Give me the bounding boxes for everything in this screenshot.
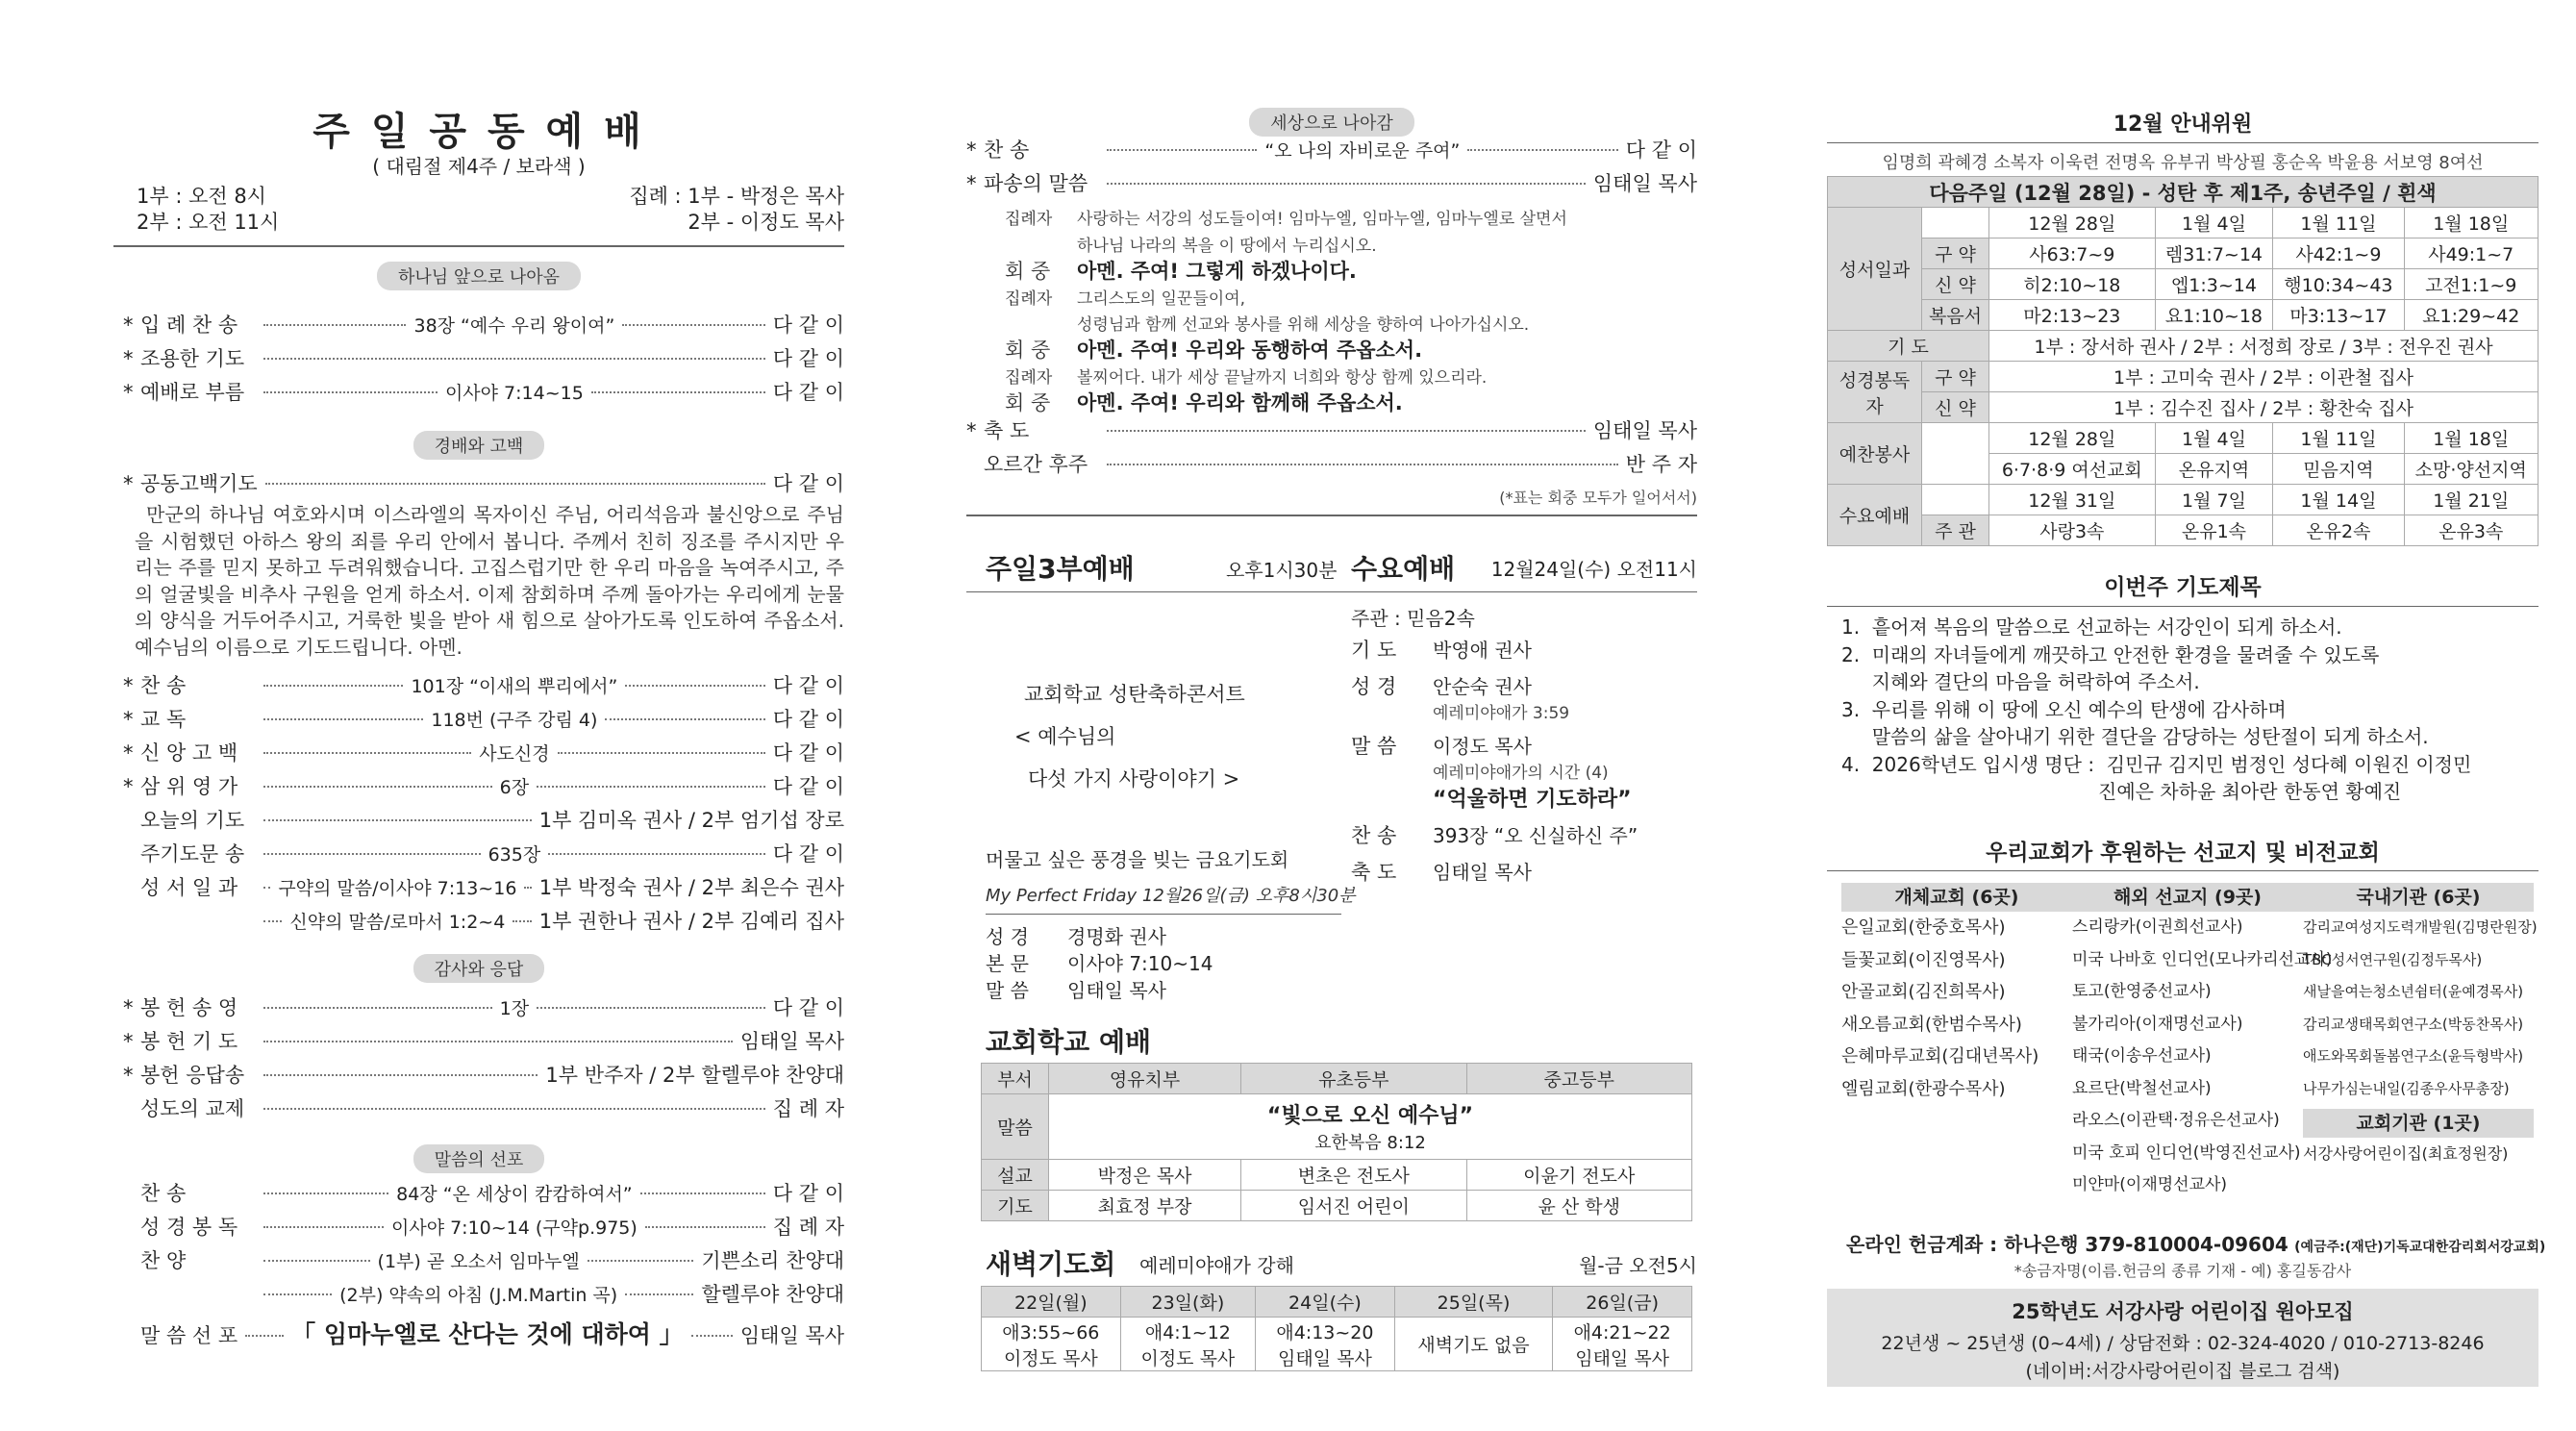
committee-title: 12월 안내위원 [2113, 113, 2253, 137]
divider [966, 591, 1697, 592]
mission-entry: 요르단(박철선교사) [2072, 1078, 2212, 1098]
mission-entry: 미국 호피 인디언(박영진선교사) [2072, 1142, 2301, 1163]
section-header: 말씀의 선포 [413, 1144, 545, 1173]
friday-item: 말 씀 임태일 목사 [986, 979, 1166, 1002]
sending-line: 회 중 아멘. 주여! 그렇게 하겠나이다. [1005, 259, 1357, 283]
friday-item: 성 경 경명화 권사 [986, 925, 1166, 948]
bank-note: *송금자명(이름.헌금의 종류 기재 - 예) 홍길동감사 [2013, 1262, 2352, 1280]
wednesday-item: 말 씀 이정도 목사 예레미야애가의 시간 (4) “억울하면 기도하라” [1351, 735, 1632, 812]
wednesday-time: 12월24일(수) 오전11시 [1490, 558, 1697, 581]
friday-subtitle: My Perfect Friday 12월26일(금) 오후8시30분 [986, 886, 1356, 906]
divider [986, 914, 1341, 915]
page-title: 주 일 공 동 예 배 [313, 110, 645, 154]
committee-names: 임명희 곽혜경 소복자 이욱련 전명옥 유부귀 박상필 홍순옥 박윤용 서보영 8여선 [1882, 153, 2484, 173]
worship-order-column [113, 0, 844, 1431]
divider [1827, 870, 2538, 871]
mission-entry: 감리교생태목회연구소(박동찬목사) [2303, 1015, 2524, 1033]
sending-line: 집례자 볼찌어다. 내가 세상 끝날까지 너희와 항상 함께 있으리라. [1005, 368, 1488, 389]
sending-line: 집례자 그리스도의 일꾼들이여, [1005, 289, 1246, 309]
sending-line: 집례자 사랑하는 서강의 성도들이여! 임마누엘, 임마누엘, 임마누엘로 살면서 [1005, 210, 1567, 230]
section-header: 감사와 응답 [413, 954, 545, 983]
concert-handwritten: 교회학교 성탄축하콘서트 < 예수님의 다섯 가지 사랑이야기 > [1014, 683, 1245, 791]
wednesday-item: 기 도 박영애 권사 [1351, 639, 1532, 662]
friday-title: 머물고 싶은 풍경을 빚는 금요기도회 [986, 848, 1289, 871]
dawn-table: 22일(월) 23일(화) 24일(수) 25일(목) 26일(금) 애3:55~66 이정도 목사 애4:1~12 이정도 목사 애4:13~20 임태일 목사 새벽기도 없음 애4:21~22 임태일 목사 [981, 1286, 1692, 1371]
mission-entry: 엘림교회(한광수목사) [1841, 1078, 2006, 1099]
friday-order [986, 921, 1341, 1002]
prayer-topics [1841, 614, 2538, 806]
order-item: 성 경 봉 독 이사야 7:10~14 (구약p.975) 집 례 자 [140, 1216, 844, 1239]
section-header: 하나님 앞으로 나아옴 [377, 262, 581, 290]
mission-entry: 안골교회(김진희목사) [1841, 982, 2006, 1002]
mission-entry: 새오름교회(한범수목사) [1841, 1014, 2022, 1035]
prayer-topics-title: 이번주 기도제목 [2104, 575, 2262, 600]
order-item: * 파송의 말씀 임태일 목사 [966, 172, 1697, 195]
divider [1827, 142, 2538, 143]
prayer-topic: 4. 2026학년도 입시생 명단 : 김민규 김지민 범정인 성다혜 이원진 이정민 [1841, 752, 2472, 776]
order-list [123, 670, 844, 940]
info-column [1827, 0, 2546, 1431]
sermon-title: 「 임마누엘로 산다는 것에 대하여 」 [291, 1320, 684, 1348]
mission-entry: 불가리아(이재명선교사) [2072, 1014, 2243, 1034]
mission-entry: 은혜마루교회(김대년목사) [1841, 1046, 2039, 1067]
prayer-topic: 진예은 차하윤 최아란 한동연 황예진 [1841, 780, 2402, 803]
wednesday-item: 성 경 안순숙 권사 예레미야애가 3:59 [1351, 675, 1570, 723]
prayer-topic: 지혜와 결단의 마음을 허락하여 주소서. [1841, 670, 2200, 693]
order-item: * 봉 헌 기 도 임태일 목사 [123, 1030, 844, 1053]
mission-entry: 은일교회(한중호목사) [1841, 917, 2006, 938]
order-item: * 공동고백기도 다 같 이 [123, 472, 844, 495]
divider [1827, 606, 2538, 607]
third-service-title: 주일3부예배 [986, 553, 1135, 585]
order-item: 성도의 교제 집 례 자 [140, 1097, 844, 1120]
schedule-table: 다음주일 (12월 28일) - 성탄 후 제1주, 송년주일 / 흰색 성서일과 12월 28일 1월 4일 1월 11일 1월 18일 구 약 사63:7~9 렘31:7~14 사42:1~9 사49:1~7 신 약 히2:10~18 엡1:3~14 행10:34~43 고전1:1~9 복음서 마2:13~23 요1:10~18 마3:13~17 요1:29~42 기 도 1부 : 장서하 권사 / 2부 : 서정희 장로 / 3부 : 전우진 권사 성경봉독자 구 약 1부 : 고미숙 권사 / 2부 : 이관철 집사 신 약 1부 : 김수진 집사 / 2부 : 황찬숙 집사 예찬봉사 12월 28일 1월 4일 1월 11일 1월 18일 6·7·8·9 여선교회 온유지역 믿음지역 소망·양선지역 수요예배 12월 31일 1월 7일 1월 14일 1월 21일 주 관 사랑3속 온유1속 온유2속 온유3속 [1827, 176, 2538, 546]
wednesday-lead: 주관 : 믿음2속 [1351, 607, 1475, 630]
sending-line: 회 중 아멘. 주여! 우리와 동행하여 주옵소서. [1005, 339, 1423, 363]
dawn-subtitle: 예레미야애가 강해 [1139, 1254, 1294, 1277]
section-header: 경배와 고백 [413, 431, 545, 460]
friday-item: 본 문 이사야 7:10~14 [986, 952, 1213, 975]
officiant-1: 집례 : 1부 - 박정은 목사 [629, 185, 844, 208]
order-item: 신약의 말씀/로마서 1:2~4 1부 권한나 권사 / 2부 김예리 집사 [123, 906, 844, 940]
order-item: (2부) 약속의 아침 (J.M.Martin 곡) 할렐루야 찬양대 [123, 1279, 844, 1313]
order-item: * 조용한 기도 다 같 이 [123, 347, 844, 370]
confession-prayer-text: 만군의 하나님 여호와시며 이스라엘의 목자이신 주님, 어리석음과 불신앙으로 주님을 시험했던 아하스 왕의 죄를 우리 안에서 봅니다. 주께서 친히 징조를 주시지만 우리는 주를 믿지 못하고 두려워했습니다. 고집스럽기만 한 우리 마음을 녹여주시고, 주의 얼굴빛을 비추사 구원을 얻게 하소서. 이제 참회하며 주께 돌아가는 우리에게 눈물의 양식을 거두어주시고, 거룩한 빛을 받아 새 힘으로 살아가도록 인도하여 주옵소서. 예수님의 이름으로 기도드립니다. 아멘. [135, 503, 844, 659]
order-item: * 교 독 118번 (구주 강림 4) 다 같 이 [123, 708, 845, 731]
sending-column [966, 0, 1697, 1431]
mission-entry: 태국(이송우선교사) [2072, 1046, 2212, 1066]
order-item: * 입 례 찬 송 38장 “예수 우리 왕이여” 다 같 이 [123, 314, 845, 337]
school-title: 교회학교 예배 [986, 1026, 1152, 1058]
mission-entry: 감리교여성지도력개발원(김명란원장) [2303, 918, 2538, 936]
wednesday-item: 찬 송 393장 “오 신실하신 주” [1351, 824, 1638, 847]
order-item: * 예배로 부름 이사야 7:14~15 다 같 이 [123, 381, 844, 404]
liturgical-season: ( 대림절 제4주 / 보라색 ) [372, 155, 586, 178]
wednesday-title: 수요예배 [1351, 553, 1456, 585]
order-list [123, 992, 844, 1127]
prayer-topic: 3. 우리를 위해 이 땅에 오신 예수의 탄생에 감사하며 [1841, 697, 2287, 721]
officiant-2: 2부 - 이정도 목사 [688, 211, 844, 234]
divider [113, 245, 844, 247]
daycare-box: 25학년도 서강사랑 어린이집 원아모집 22년생 ~ 25년생 (0~4세) / 상담전화 : 02-324-4020 / 010-2713-8246 (네이버:서강사랑어린이집 블로그 검색) [1827, 1289, 2538, 1387]
mission-grid: 개체교회 (6곳) 은일교회(한중호목사) 들꽃교회(이진영목사) 안골교회(김진희목사) 새오름교회(한범수목사) 은혜마루교회(김대년목사) 엘림교회(한광수목사) 해외 선교지 (9곳) 스리랑카(이권희선교사) 미국 나바호 인디언(모나카리선교사) 토고(한영중선교사) 불가리아(이재명선교사) 태국(이송우선교사) 요르단(박철선교사) 라오스(이관택·정유은선교사) 미국 호피 인디언(박영진선교사) 미얀마(이재명선교사) 국내기관 (6곳) 감리교여성지도력개발원(김명란원장) TBC성서연구원(김정두목사) 새날을여는청소년쉼터(윤예경목사) 감리교생태목회연구소(박동찬목사) 애도와목회돌봄연구소(윤득형박사) 나무가심는내일(김종우사무총장) 교회기관 (1곳) 서강사랑어린이집(최효정원장) [1841, 883, 2534, 1202]
order-item: * 축 도 임태일 목사 [966, 419, 1697, 442]
service-time-1: 1부 : 오전 8시 [137, 185, 266, 208]
sermon-row: 말 씀 선 포 「 임마누엘로 산다는 것에 대하여 」 임태일 목사 [123, 1316, 844, 1354]
service-time-2: 2부 : 오전 11시 [137, 211, 280, 234]
prayer-topic: 2. 미래의 자녀들에게 깨끗하고 안전한 환경을 물려줄 수 있도록 [1841, 642, 2380, 666]
order-list [966, 415, 1697, 483]
order-item: 찬 송 84장 “온 세상이 캄캄하여서” 다 같 이 [140, 1182, 844, 1205]
dawn-time: 월-금 오전5시 [1579, 1254, 1697, 1277]
mission-entry: TBC성서연구원(김정두목사) [2303, 950, 2483, 968]
order-item: * 찬 송 “오 나의 자비로운 주여” 다 같 이 [966, 138, 1697, 162]
order-item: * 봉헌 응답송 1부 반주자 / 2부 할렐루야 찬양대 [123, 1064, 844, 1087]
mission-entry: 라오스(이관택·정유은선교사) [2072, 1111, 2280, 1130]
mission-entry: 미얀마(이재명선교사) [2072, 1175, 2228, 1194]
sending-line: 성령님과 함께 선교와 봉사를 위해 세상을 향하여 나아가십시오. [1077, 315, 1530, 336]
prayer-topic: 1. 흩어져 복음의 말씀으로 선교하는 서강인이 되게 하소서. [1841, 615, 2342, 639]
order-item: * 삼 위 영 가 6장 다 같 이 [123, 775, 845, 798]
order-item: 오르간 후주 반 주 자 [984, 453, 1697, 476]
order-item: 성 서 일 과 구약의 말씀/이사야 7:13~16 1부 박정숙 권사 / 2부 최은수 권사 [140, 876, 845, 899]
mission-entry: 스리랑카(이권희선교사) [2072, 917, 2243, 937]
mission-entry: 애도와목회돌봄연구소(윤득형박사) [2303, 1047, 2524, 1065]
mission-entry: 나무가심는내일(김종우사무총장) [2303, 1079, 2510, 1097]
dawn-title: 새벽기도회 [986, 1248, 1116, 1280]
mission-entry: 들꽃교회(이진영목사) [1841, 949, 2006, 970]
footnote: (*표는 회중 모두가 일어서서) [1499, 489, 1697, 507]
bank-account: 온라인 헌금계좌 : 하나은행 379-810004-09604 (예금주:(재단)기독교대한감리회서강교회) [1846, 1233, 2546, 1256]
sending-line: 하나님 나라의 복을 이 땅에서 누리십시오. [1077, 236, 1377, 256]
order-list [966, 135, 1697, 202]
order-list [123, 1178, 844, 1313]
third-service-time: 오후1시30분 [1226, 559, 1338, 582]
sending-words [1005, 204, 1697, 415]
order-item: * 찬 송 101장 “이새의 뿌리에서” 다 같 이 [123, 674, 844, 697]
wednesday-item: 축 도 임태일 목사 [1351, 861, 1532, 884]
order-item: 오늘의 기도 1부 김미옥 권사 / 2부 엄기섭 장로 [140, 809, 844, 832]
divider [966, 515, 1697, 516]
section-header: 세상으로 나아감 [1249, 108, 1413, 137]
order-item: 찬 양 (1부) 곧 오소서 임마누엘 기쁜소리 찬양대 [140, 1249, 844, 1272]
mission-title: 우리교회가 후원하는 선교지 및 비전교회 [1986, 841, 2380, 866]
order-item: 주기도문 송 635장 다 같 이 [140, 842, 844, 866]
mission-entry: 토고(한영중선교사) [2072, 982, 2212, 1001]
school-table: 부서 영유치부 유초등부 중고등부 말씀 “빛으로 오신 예수님” 요한복음 8:12 설교 박정은 목사 변초은 전도사 이윤기 전도사 기도 최효정 부장 임서진 어린이 윤 산 학생 [981, 1063, 1692, 1221]
order-list [123, 310, 844, 411]
prayer-topic: 말씀의 삶을 살아내기 위한 결단을 감당하는 성탄절이 되게 하소서. [1841, 725, 2429, 748]
order-item: * 봉 헌 송 영 1장 다 같 이 [123, 996, 845, 1019]
sending-line: 회 중 아멘. 주여! 우리와 함께해 주옵소서. [1005, 391, 1403, 415]
wednesday-order [1351, 635, 1697, 893]
mission-entry: 새날을여는청소년쉼터(윤예경목사) [2303, 983, 2524, 1000]
order-item: * 신 앙 고 백 사도신경 다 같 이 [123, 741, 845, 765]
mission-entry: 미국 나바호 인디언(모나카리선교사) [2072, 949, 2333, 969]
